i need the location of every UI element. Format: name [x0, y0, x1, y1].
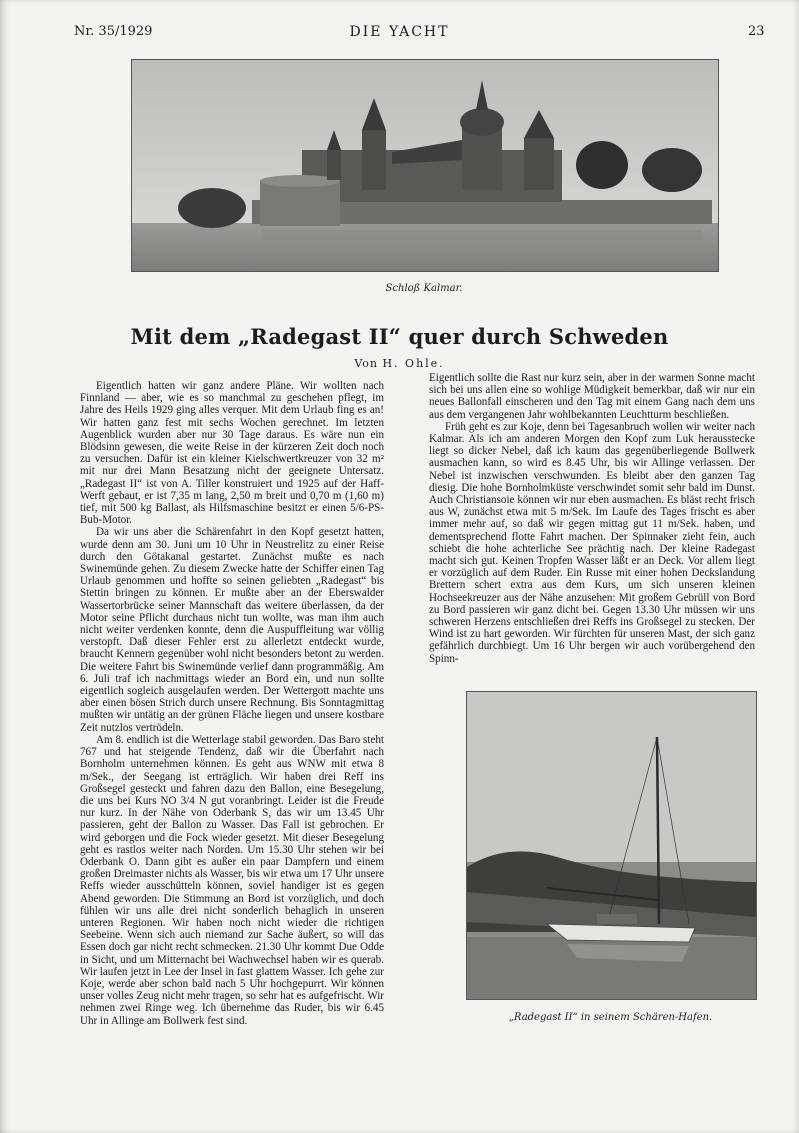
author-name: H. Ohle.: [382, 357, 445, 370]
boat-photo: [466, 691, 757, 1000]
castle-caption: Schloß Kalmar.: [385, 283, 463, 294]
paragraph: Früh geht es zur Koje, denn bei Tagesanbruch wollen wir weiter nach Kalmar. Als ich am anderen Morgen den Kopf zum Luk herausstecke liegt so dicker Nebel, daß ich kaum das gegenüberliegende Bollwerk ausmachen kann, so wird es 8.45 Uhr, bis wir Allinge verlassen. Der Nebel ist inzwischen verschwunden. Es bleibt aber den ganzen Tag diesig. Die hohe Bornholmküste verschwindet somit sehr bald im Dunst. Auch Christiansoie können wir nur eben ausmachen. Es bläst recht frisch aus W, zunächst etwa mit 5 m/Sek. Im Laufe des Tages frischt es aber immer mehr auf, so daß wir gegen mittag gut 11 m/Sek. haben, und dementsprechend flotte Fahrt machen. Der Spinnaker zieht fein, auch schiebt die hohe achterliche See prächtig nach. Der kleine Radegast macht sich gut. Keinen Tropfen Wasser läßt er an Deck. Vor allem liegt er vorzüglich auf dem Ruder. Ein Russe mit einer hohen Deckslandung Brettern schert extra aus dem Kurs, um sich unseren kleinen Hochseekreuzer aus der Nähe anzusehen: Mit großem Gebrüll von Bord zu Bord passieren wir ganz dicht bei. Gegen 13.30 Uhr müssen wir uns schweren Herzens entschließen drei Reffs ins Großsegel zu stecken. Der Wind ist zu hart geworden. Wir fürchten für unseren Mast, der sich ganz gefährlich durchbiegt. Um 16 Uhr bergen wir auch vorübergehend den Spinn-: [429, 420, 755, 665]
issue-number: Nr. 35/1929: [74, 24, 153, 39]
castle-photo: [131, 59, 719, 272]
paragraph: Eigentlich hatten wir ganz andere Pläne. Wir wollten nach Finnland — aber, wie es so manchmal zu geschehen pflegt, im Jahre des Heils 1929 ging alles verquer. Mit dem Urlaub fing es an! Wir hatten ganz fest mit sechs Wochen gerechnet. Im letzten Augenblick wurden aber nur 30 Tage daraus. Es wäre nun ein Blödsinn gewesen, die weite Reise in der kürzeren Zeit doch noch zu versuchen. Dafür ist ein kleiner Kielschwertkreuzer von 32 m² mit nur drei Mann Besatzung nicht der geeignete Untersatz. „Radegast II“ ist von A. Tiller konstruiert und 1925 auf der Haff-Werft gebaut, er ist 7,35 m lang, 2,50 m breit und 0,70 m (1,60 m) tief, mit 500 kg Ballast, als Hilfsmaschine besitzt er einen 5/6-PS-Bub-Motor.: [80, 380, 384, 527]
byline-prefix: Von: [354, 357, 378, 370]
page-number: 23: [748, 24, 765, 39]
left-column: [80, 380, 384, 1027]
right-column: [429, 372, 755, 665]
paragraph: Da wir uns aber die Schärenfahrt in den Kopf gesetzt hatten, wurde denn am 30. Juni um 10 Uhr in Neustrelitz zu einer Reise durch den Götakanal gestartet. Zunächst mußte es nach Swinemünde gehen. Zu diesem Zwecke hatte der Schiffer einen Tag Urlaub genommen und hoffte so seinen geliebten „Radegast“ bis Stettin bringen zu können. Er mußte aber an der Eberswalder Wassertorbrücke seiner Mannschaft das weitere überlassen, da der Motor seine Pflicht durchaus nicht tun wollte, was man ihm auch nicht weiter verdenken konnte, denn die Auspuffleitung war völlig verstopft. Daß dieser Fehler erst zu allerletzt entdeckt wurde, braucht Kennern gegenüber wohl nicht besonders betont zu werden. Die weitere Fahrt bis Swinemünde verlief dann programmäßig. Am 6. Juli traf ich nachmittags wieder an Bord ein, und nun sollte eigentlich sogleich ausgelaufen werden. Der Wettergott machte uns aber einen bösen Strich durch unsere Rechnung. Bis Sonntagmittag mußten wir untätig an der grünen Fläche liegen und unsere kostbare Zeit nutzlos vertrödeln.: [80, 526, 384, 734]
magazine-title: DIE YACHT: [349, 24, 450, 40]
paragraph: Am 8. endlich ist die Wetterlage stabil geworden. Das Baro steht 767 und hat steigende Tendenz, daß wir die Überfahrt nach Bornholm unternehmen können. Es geht aus WNW mit etwa 8 m/Sek., der Seegang ist erträglich. Wir haben drei Reff ins Großsegel gesteckt und fahren dazu den Ballon, eine Besegelung, die uns bei Kurs NO 3/4 N gut voranbringt. Leider ist die Freude nur kurz. In der Nähe von Oderbank S, das wir um 13.45 Uhr passieren, geht der Ballon zu Wasser. Das Fall ist gebrochen. Er wird geborgen und die Fock wieder gesetzt. Mit dieser Besegelung geht es rastlos weiter nach Norden. Um 15.30 Uhr stehen wir bei Oderbank O. Dann gibt es außer ein paar Dampfern und einem großen Dreimaster nichts als Wasser, bis wir etwa um 17 Uhr unsere Reffs wieder ausschütteln können, soviel handiger ist es gegen Abend geworden. Die Stimmung an Bord ist vorzüglich, und doch fühlen wir uns alle drei nicht sonderlich behaglich in unseren unteren Regionen. Wir haben noch nicht wieder die richtigen Seebeine. Wenn sich auch niemand zur Sache äußert, so will das Essen doch gar nicht recht schmecken. 21.30 Uhr kommt Due Odde in Sicht, und um Mitternacht bei Wachwechsel haben wir es querab. Wir laufen jetzt in Lee der Insel in fast glattem Wasser. Ich gehe zur Koje, werde aber schon bald nach 5 Uhr hochgepurrt. Wir können unser volles Zeug nicht mehr tragen, so sehr hat es aufgefrischt. Wir nehmen zwei Ringe weg. Ich übernehme das Ruder, bis wir 6.45 Uhr in Allinge am Bollwerk fest sind.: [80, 733, 384, 1027]
byline: [0, 357, 799, 370]
article-title: Mit dem „Radegast II“ quer durch Schweden: [130, 324, 669, 349]
boat-caption: „Radegast II“ in seinem Schären-Hafen.: [508, 1012, 713, 1023]
paragraph: Eigentlich sollte die Rast nur kurz sein, aber in der warmen Sonne macht sich bei uns allen eine so wohlige Müdigkeit bemerkbar, daß wir nur ein neues Ballonfall einscheren und den Tag mit einem Gang nach dem uns aus dem vergangenen Jahr wohlbekannten Leuchtturm beschließen.: [429, 372, 755, 421]
